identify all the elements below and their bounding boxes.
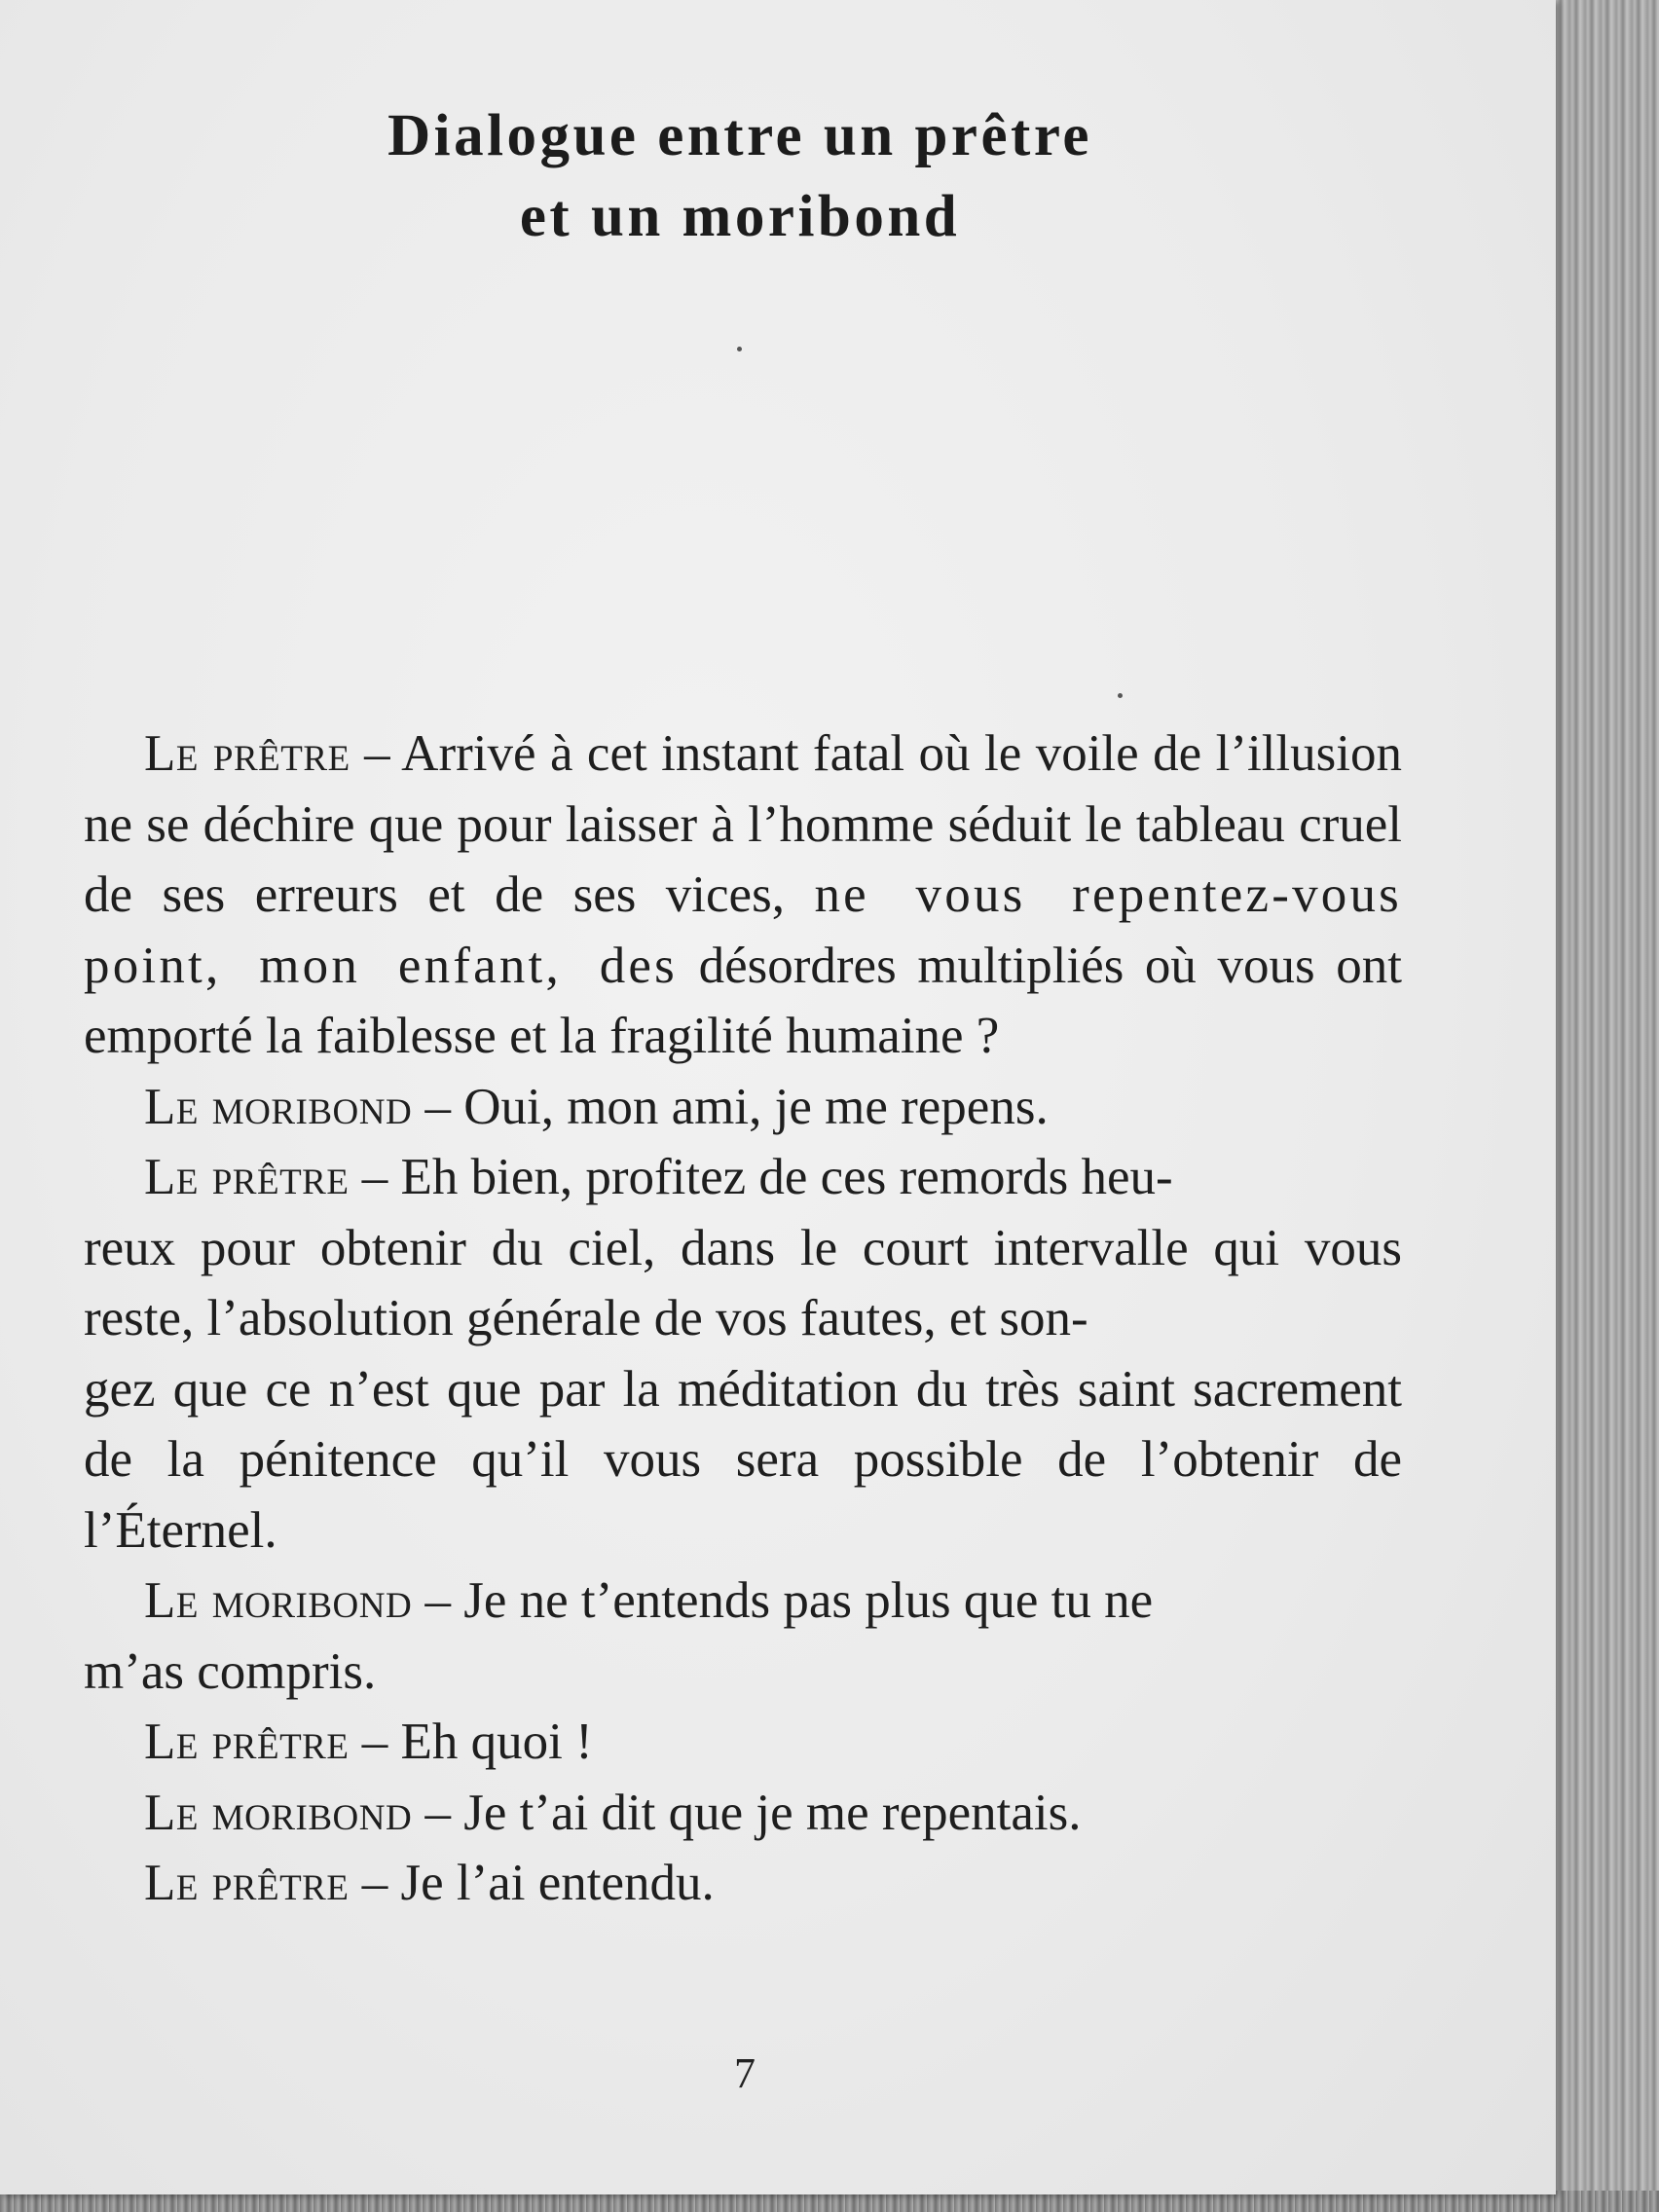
paper-speck xyxy=(737,347,742,351)
book-edge xyxy=(1554,0,1659,2212)
dash: – xyxy=(361,1714,388,1770)
dash: – xyxy=(424,1572,451,1629)
dash: – xyxy=(424,1784,451,1841)
paragraph-text: Eh bien, profitez de ces remords heu- xyxy=(400,1149,1173,1205)
title-line-2: et un moribond xyxy=(519,184,961,249)
dialogue-paragraph xyxy=(84,1566,1402,1707)
dash: – xyxy=(361,1149,388,1205)
paragraph-text: Je l’ai entendu. xyxy=(400,1855,715,1911)
dialogue-paragraph xyxy=(84,719,1402,1072)
dash: – xyxy=(424,1078,451,1135)
dash: – xyxy=(361,1855,388,1911)
dialogue-paragraph xyxy=(84,1072,1402,1143)
page-title xyxy=(0,95,1480,257)
dialogue-paragraph xyxy=(84,1778,1402,1849)
dialogue-text xyxy=(84,719,1402,1919)
paragraph-text: Oui, mon ami, je me repens. xyxy=(463,1078,1049,1135)
paragraph-text: désordres multipliés où vous ont emporté la faiblesse et la fragilité humaine ? xyxy=(84,937,1403,1064)
dialogue-paragraph xyxy=(84,1707,1402,1778)
paragraph-text: Je ne t’entends pas plus que tu ne xyxy=(463,1572,1154,1629)
paragraph-text: ne vous repentez-vous point, mon enfant, des xyxy=(84,866,1402,994)
paragraph-text: Je t’ai dit que je me repentais. xyxy=(463,1784,1082,1841)
dash: – xyxy=(364,725,390,782)
speaker-label: Le prêtre xyxy=(144,1149,350,1205)
title-line-1: Dialogue entre un prêtre xyxy=(387,103,1092,168)
paragraph-text: Eh quoi ! xyxy=(400,1714,593,1770)
speaker-label: Le prêtre xyxy=(144,1855,350,1911)
speaker-label: Le prêtre xyxy=(144,725,350,782)
speaker-label: Le prêtre xyxy=(144,1714,350,1770)
page-number: 7 xyxy=(734,2049,756,2097)
speaker-label: Le moribond xyxy=(144,1572,413,1629)
dialogue-paragraph xyxy=(84,1142,1402,1566)
speaker-label: Le moribond xyxy=(144,1784,413,1841)
dialogue-paragraph xyxy=(84,1848,1402,1919)
paragraph-text: gez que ce n’est que par la méditation du très saint sacrement de la pénitence qu’il vous sera possible de l’obtenir de l’Éternel. xyxy=(84,1360,1402,1559)
speaker-label: Le moribond xyxy=(144,1078,413,1135)
paragraph-text: Arrivé à cet instant fatal où le voile de l’illusion ne se déchire que pour laisser à l’homme séduit le tableau cruel de ses erreurs et de ses vices, xyxy=(84,725,1403,923)
paragraph-text: m’as compris. xyxy=(84,1642,377,1700)
paragraph-text: reux pour obtenir du ciel, dans le court intervalle qui vous reste, l’absolution générale de vos fautes, et son- xyxy=(84,1219,1402,1346)
paper-speck xyxy=(1118,693,1123,698)
